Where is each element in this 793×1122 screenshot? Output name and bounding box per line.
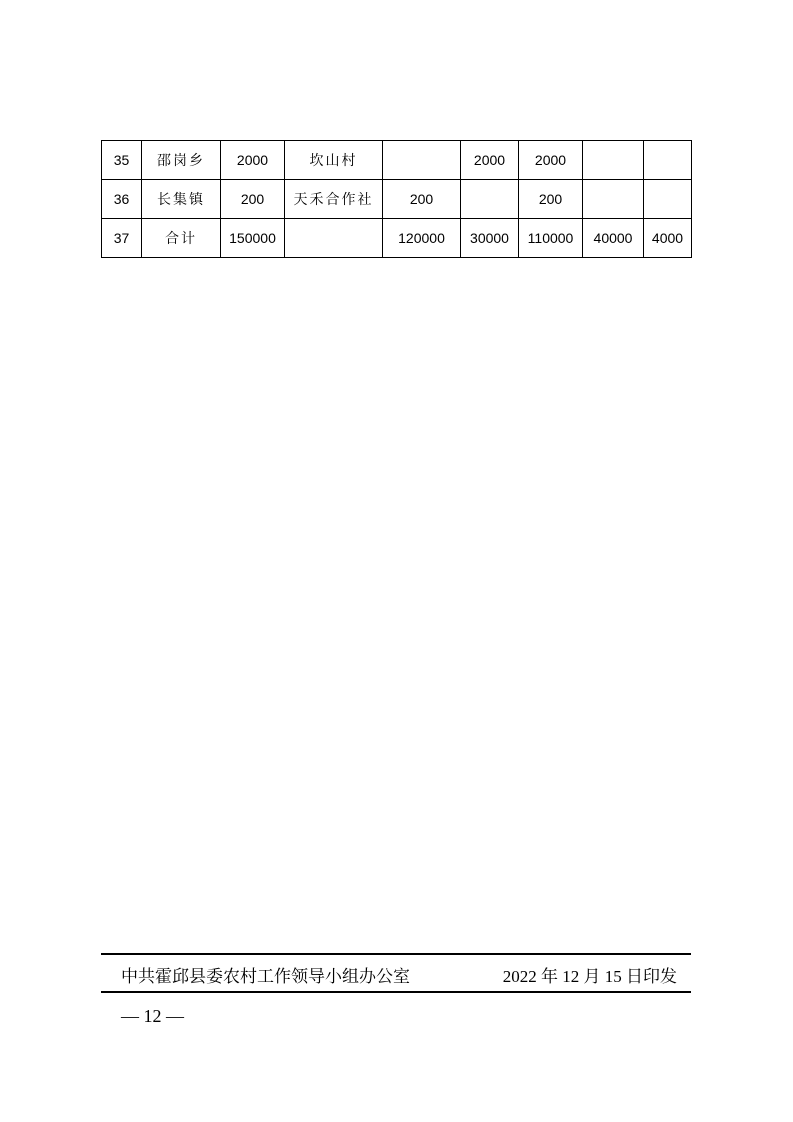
table-cell: 2000	[461, 141, 519, 180]
table-cell	[644, 141, 692, 180]
table-cell: 30000	[461, 219, 519, 258]
table-cell	[583, 141, 644, 180]
recipient-cell	[285, 219, 383, 258]
table-cell	[644, 180, 692, 219]
page-number: — 12 —	[121, 1006, 184, 1026]
allocation-table	[101, 140, 692, 258]
table-row	[102, 141, 692, 180]
row-number: 35	[102, 141, 142, 180]
table-cell: 200	[519, 180, 583, 219]
table-cell	[383, 141, 461, 180]
amount-cell: 200	[221, 180, 285, 219]
amount-cell: 150000	[221, 219, 285, 258]
table-cell: 120000	[383, 219, 461, 258]
table-row-total	[102, 219, 692, 258]
table-cell	[583, 180, 644, 219]
total-label-cell: 合计	[142, 219, 221, 258]
amount-cell: 2000	[221, 141, 285, 180]
recipient-cell: 坎山村	[285, 141, 383, 180]
town-cell: 邵岗乡	[142, 141, 221, 180]
issuing-office: 中共霍邱县委农村工作领导小组办公室	[121, 967, 410, 987]
table-cell: 2000	[519, 141, 583, 180]
table-cell: 110000	[519, 219, 583, 258]
issuance-footer	[101, 953, 691, 993]
issue-date: 2022 年 12 月 15 日印发	[502, 967, 677, 986]
table-cell: 4000	[644, 219, 692, 258]
table-row	[102, 180, 692, 219]
recipient-cell: 天禾合作社	[285, 180, 383, 219]
table-cell	[461, 180, 519, 219]
row-number: 37	[102, 219, 142, 258]
table-cell: 40000	[583, 219, 644, 258]
town-cell: 长集镇	[142, 180, 221, 219]
row-number: 36	[102, 180, 142, 219]
table-cell: 200	[383, 180, 461, 219]
